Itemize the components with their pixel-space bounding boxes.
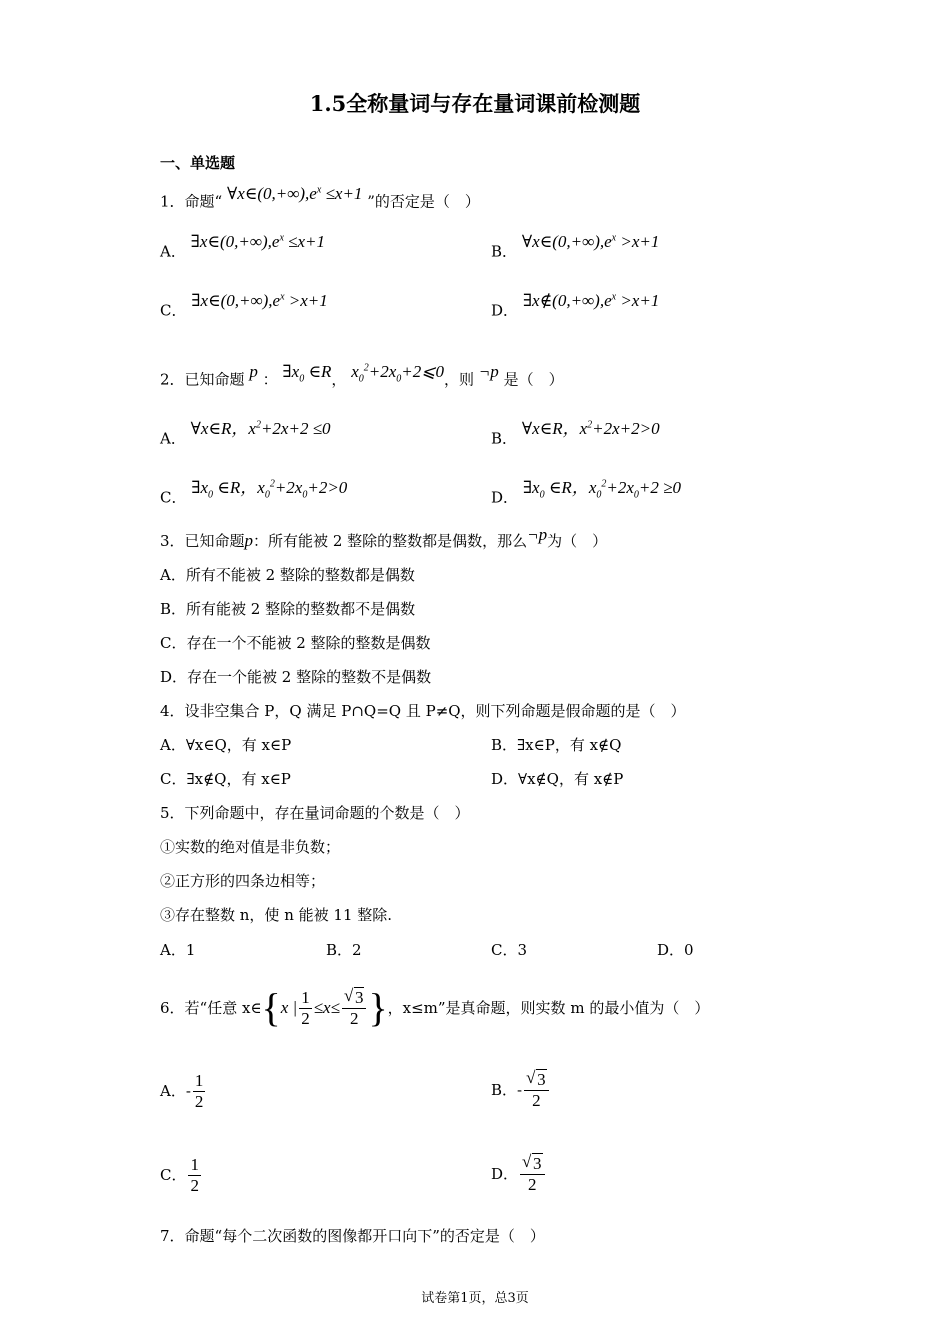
q2-option-a-formula: ∀x∈R，$x^2+2x+2 \le 0$: [190, 418, 331, 438]
q5-statement-3: ③存在整数 n，使 n 能被 11 整除.: [160, 906, 393, 924]
q1-option-c[interactable]: [160, 290, 328, 321]
q6-option-a-fraction: $\frac{1}{2}$: [194, 1070, 204, 1111]
q1-formula: $\forall x\in(0,+\infty),e^x \le x+1$: [227, 183, 363, 203]
question-2-stem: [160, 361, 564, 397]
q1-option-b[interactable]: [491, 231, 660, 262]
question-6-stem: [160, 980, 709, 1036]
q2-not-p: ¬p: [478, 361, 499, 381]
q3-not-p: ¬p: [527, 525, 548, 544]
q2-option-c[interactable]: [160, 477, 348, 515]
q6-option-a-label: A．: [160, 1082, 186, 1100]
q3-stem-b: ：所有能被 2 整除的整数都是偶数，那么: [253, 532, 528, 550]
q6-right-brace: }: [368, 985, 388, 1030]
q2-option-d-formula: $\exists x_0$ ∈R，$x_0^2+2x_0+2 \ge 0$: [522, 477, 681, 501]
q6-option-b[interactable]: [491, 1062, 551, 1118]
q1-number: 1．命题: [160, 192, 215, 211]
q6-left-brace: {: [261, 985, 281, 1030]
q4-option-b[interactable]: B．∃x∈P，有 x∉Q: [491, 736, 622, 754]
q1-option-c-label: C．: [160, 301, 187, 320]
q6-option-b-sign: -: [517, 1081, 523, 1099]
q3-option-a[interactable]: A．所有不能被 2 整除的整数都是偶数: [160, 566, 415, 584]
question-3-stem: [160, 525, 608, 551]
q4-option-d[interactable]: D．∀x∉Q，有 x∉P: [491, 770, 624, 788]
q1-option-b-formula: $\forall x\in(0,+\infty),e^x >x+1$: [521, 231, 660, 251]
q6-set-variable: x |: [280, 998, 298, 1017]
question-5-stem: 5．下列命题中，存在量词命题的个数是（ ）: [160, 804, 470, 822]
page-title: 1.5全称量词与存在量词课前检测题: [309, 91, 641, 116]
question-7-stem: 7．命题“每个二次函数的图像都开口向下”的否定是（ ）: [160, 1227, 545, 1245]
q2-option-a[interactable]: [160, 418, 331, 449]
q2-option-d[interactable]: [491, 477, 681, 515]
q1-option-a-formula: $\exists x\in(0,+\infty),e^x \le x+1$: [190, 231, 325, 251]
page-footer: 试卷第1页，总3页: [421, 1291, 529, 1306]
q4-option-c[interactable]: C．∃x∉Q，有 x∈P: [160, 770, 291, 788]
q6-inequality: ≤x≤: [313, 998, 340, 1017]
q6-option-c-fraction: $\frac{1}{2}$: [190, 1154, 199, 1195]
q2-option-a-label: A．: [160, 429, 186, 448]
q2-option-c-label: C．: [160, 488, 187, 507]
q3-option-d[interactable]: D．存在一个能被 2 整除的整数不是偶数: [160, 668, 432, 686]
section-heading: 一、单选题: [160, 154, 236, 172]
q2-option-b-formula: ∀x∈R，$x^2+2x+2>0$: [521, 418, 660, 438]
q1-option-d-formula: $\exists x\notin(0,+\infty),e^x >x+1$: [522, 290, 660, 310]
q6-option-d-label: D．: [491, 1165, 519, 1183]
q3-option-b[interactable]: B．所有能被 2 整除的整数都不是偶数: [160, 600, 416, 618]
q2-comma: ，: [331, 370, 347, 389]
q2-tail: 是（ ）: [503, 370, 564, 389]
q2-p: p: [249, 361, 258, 381]
q6-fraction-one-half: $\frac{1}{2}$: [301, 987, 310, 1028]
q3-option-c[interactable]: C．存在一个不能被 2 整除的整数是偶数: [160, 634, 431, 652]
q5-statement-1: ①实数的绝对值是非负数；: [160, 838, 341, 856]
question-4-stem: 4．设非空集合 P，Q 满足 P∩Q=Q 且 P≠Q，则下列命题是假命题的是（ ）: [160, 702, 686, 720]
q5-option-d[interactable]: D．0: [657, 941, 694, 959]
q6-option-a[interactable]: [160, 1068, 207, 1114]
q6-option-d[interactable]: [491, 1146, 547, 1202]
q1-open-quote: “: [214, 192, 223, 211]
q6-stem-b: ，x≤m”是真命题，则实数 m 的最小值为（ ）: [387, 999, 710, 1017]
q3-p: p: [244, 531, 254, 550]
q4-option-a[interactable]: A．∀x∈Q，有 x∈P: [160, 736, 292, 754]
q2-option-b-label: B．: [491, 429, 518, 448]
q1-close-quote: ”: [367, 192, 375, 211]
q1-tail: 的否定是（ ）: [374, 192, 480, 211]
q6-option-c-label: C．: [160, 1166, 187, 1184]
q6-fraction-root3-half: √ $\frac{3}{2}$: [342, 988, 367, 1029]
q2-option-c-formula: $\exists x_0$ ∈R，$x_0^2+2x_0+2>0$: [191, 477, 348, 501]
q2-option-b[interactable]: [491, 418, 660, 449]
q1-option-c-formula: $\exists x\in(0,+\infty),e^x >x+1$: [191, 290, 328, 310]
q2-then: ，则: [444, 370, 475, 389]
q6-option-d-fraction: √ $\frac{3}{2}$: [520, 1154, 545, 1195]
q6-option-a-sign: -: [185, 1082, 191, 1100]
q1-option-b-label: B．: [491, 242, 518, 261]
q5-option-c[interactable]: C．3: [491, 941, 528, 959]
q3-stem-a: 3．已知命题: [160, 532, 245, 550]
q2-number: 2．已知命题: [160, 370, 245, 389]
q6-stem-a: 6．若“任意 x∈: [160, 999, 262, 1017]
q1-option-d-label: D．: [491, 301, 519, 320]
q6-option-b-label: B．: [491, 1081, 518, 1099]
question-1-stem: [160, 183, 480, 212]
q5-statement-2: ②正方形的四条边相等；: [160, 872, 326, 890]
q2-option-d-label: D．: [491, 488, 519, 507]
q1-option-a[interactable]: [160, 231, 325, 262]
q6-option-c[interactable]: [160, 1152, 203, 1198]
q2-formula-1: $\exists x_0$ ∈R: [282, 361, 332, 385]
q3-stem-c: 为（ ）: [547, 532, 608, 550]
q2-formula-2: $x_0^2+2x_0+2⩽0$: [351, 361, 444, 385]
q6-option-b-fraction: √ $\frac{3}{2}$: [524, 1070, 549, 1111]
q2-colon: ：: [262, 370, 278, 389]
q1-option-d[interactable]: [491, 290, 660, 321]
q5-option-a[interactable]: A．1: [160, 941, 196, 959]
q1-option-a-label: A．: [160, 242, 186, 261]
q5-option-b[interactable]: B．2: [326, 941, 362, 959]
